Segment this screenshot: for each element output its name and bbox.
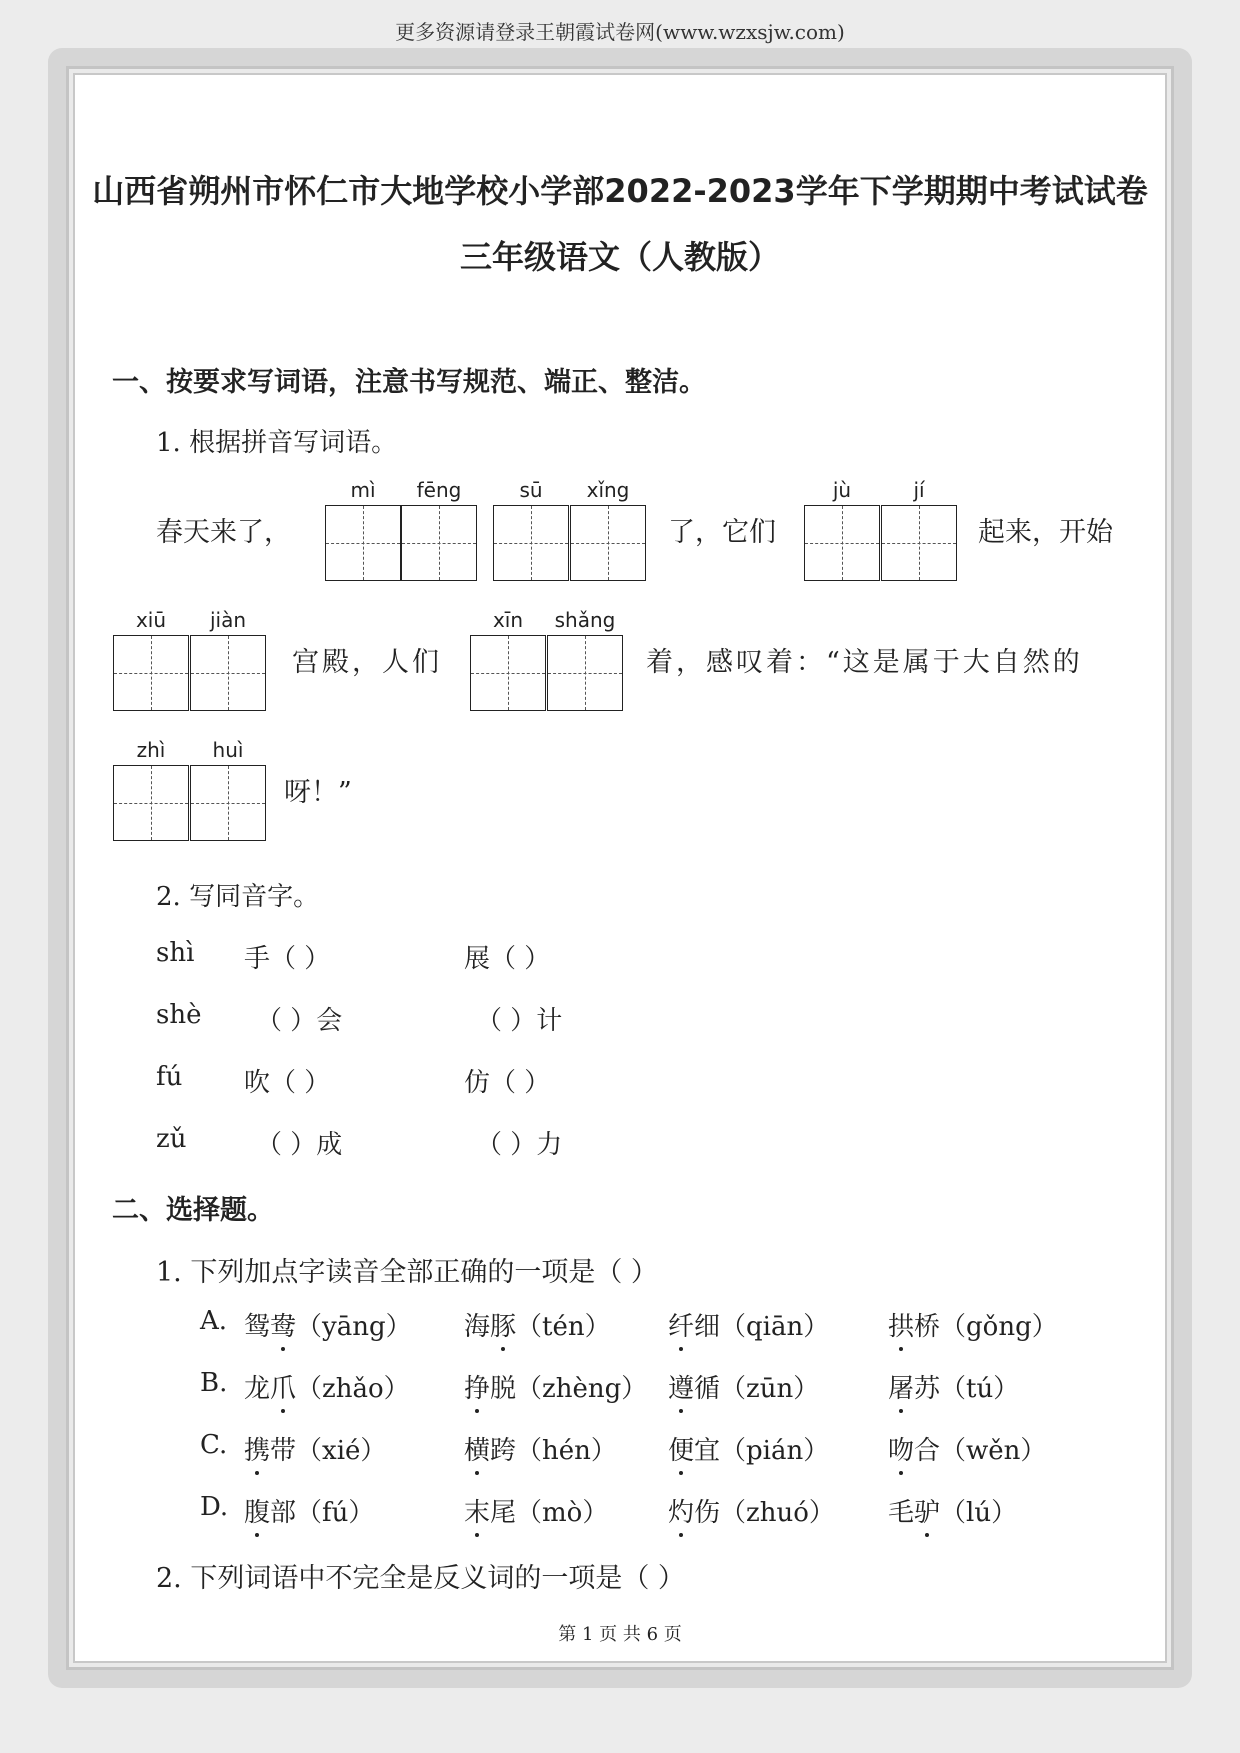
homophone-blank[interactable]: 吹（ ）	[244, 1068, 331, 1098]
exam-subtitle: 三年级语文（人教版）	[459, 238, 780, 276]
pinyin-label: zhì	[136, 738, 166, 762]
q2-label: 2. 写同音字。	[156, 882, 320, 912]
option-word: 横跨（hén）	[464, 1430, 617, 1467]
pinyin-label: jù	[832, 478, 852, 502]
homophone-pinyin: zǔ	[156, 1124, 187, 1154]
pinyin-label: xīn	[492, 608, 524, 632]
option-word: 屠苏（tú）	[888, 1368, 1019, 1405]
section1-heading: 一、按要求写词语，注意书写规范、端正、整洁。	[112, 367, 706, 398]
option-word: 海豚（tén）	[464, 1306, 611, 1343]
pinyin-label: xǐng	[586, 478, 630, 502]
mc-question-1: 1. 下列加点字读音全部正确的一项是（ ）	[156, 1257, 658, 1288]
writing-box[interactable]	[881, 505, 957, 581]
option-label[interactable]: B.	[200, 1368, 228, 1398]
option-label[interactable]: C.	[200, 1430, 228, 1460]
option-word: 鸳鸯（yāng）	[244, 1306, 412, 1343]
writing-box[interactable]	[113, 765, 189, 841]
passage-text-2: 了，它们	[668, 517, 776, 548]
option-word: 纤细（qiān）	[668, 1306, 829, 1343]
homophone-blank[interactable]: （ ）成	[256, 1130, 343, 1160]
pinyin-label: jiàn	[209, 608, 247, 632]
writing-box[interactable]	[190, 765, 266, 841]
homophone-pinyin: shì	[156, 938, 195, 968]
homophone-blank[interactable]: 仿（ ）	[464, 1068, 551, 1098]
writing-box[interactable]	[570, 505, 646, 581]
option-word: 拱桥（gǒng）	[888, 1306, 1058, 1343]
option-word: 携带（xié）	[244, 1430, 386, 1467]
option-word: 毛驴（lú）	[888, 1492, 1017, 1529]
option-label[interactable]: D.	[200, 1492, 229, 1522]
option-word: 遵循（zūn）	[668, 1368, 819, 1405]
option-word: 灼伤（zhuó）	[668, 1492, 835, 1529]
homophone-blank[interactable]: （ ）计	[476, 1006, 563, 1036]
writing-box[interactable]	[401, 505, 477, 581]
pinyin-label: fēng	[416, 478, 462, 502]
passage-text-6: 呀！”	[284, 777, 352, 808]
pinyin-label: sū	[519, 478, 543, 502]
passage-text-4: 宫殿，人们	[292, 647, 442, 678]
writing-box[interactable]	[493, 505, 569, 581]
pinyin-label: mì	[350, 478, 376, 502]
pinyin-label: huì	[212, 738, 244, 762]
homophone-pinyin: fú	[156, 1062, 183, 1092]
section2-heading: 二、选择题。	[112, 1195, 274, 1226]
passage-text-3: 起来，开始	[978, 517, 1113, 548]
passage-text-1: 春天来了，	[156, 517, 291, 548]
option-word: 末尾（mò）	[464, 1492, 608, 1529]
passage-text-5: 着，感叹着：“这是属于大自然的	[646, 647, 1083, 678]
option-word: 挣脱（zhèng）	[464, 1368, 647, 1405]
option-word: 便宜（pián）	[668, 1430, 829, 1467]
pinyin-label: shǎng	[554, 608, 616, 632]
homophone-blank[interactable]: 手（ ）	[244, 944, 331, 974]
option-word: 吻合（wěn）	[888, 1430, 1046, 1467]
mc-question-2: 2. 下列词语中不完全是反义词的一项是（ ）	[156, 1563, 685, 1594]
option-word: 龙爪（zhǎo）	[244, 1368, 410, 1405]
writing-box[interactable]	[804, 505, 880, 581]
homophone-blank[interactable]: 展（ ）	[464, 944, 551, 974]
site-banner: 更多资源请登录王朝霞试卷网(www.wzxsjw.com)	[395, 20, 845, 44]
pinyin-label: jí	[913, 478, 925, 502]
writing-box[interactable]	[190, 635, 266, 711]
writing-box[interactable]	[113, 635, 189, 711]
pinyin-label: xiū	[135, 608, 167, 632]
page-footer: 第 1 页 共 6 页	[558, 1624, 682, 1645]
q1-label: 1. 根据拼音写词语。	[156, 428, 398, 458]
option-word: 腹部（fú）	[244, 1492, 374, 1529]
writing-box[interactable]	[470, 635, 546, 711]
writing-box[interactable]	[325, 505, 401, 581]
homophone-blank[interactable]: （ ）会	[256, 1006, 343, 1036]
option-label[interactable]: A.	[200, 1306, 228, 1336]
writing-box[interactable]	[547, 635, 623, 711]
exam-title: 山西省朔州市怀仁市大地学校小学部2022-2023学年下学期期中考试试卷	[92, 172, 1148, 210]
homophone-pinyin: shè	[156, 1000, 202, 1030]
homophone-blank[interactable]: （ ）力	[476, 1130, 563, 1160]
